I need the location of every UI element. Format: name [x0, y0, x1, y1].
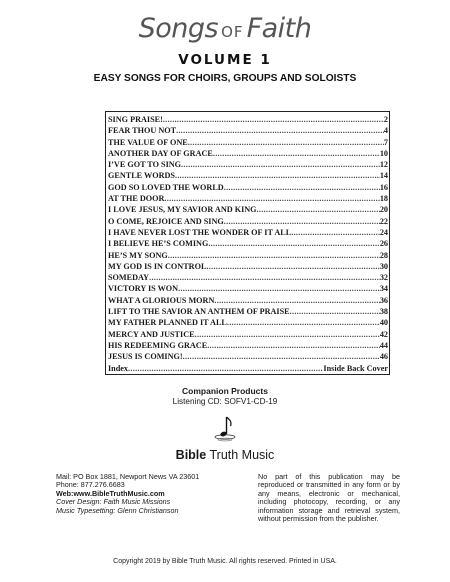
toc-entry: [106, 170, 389, 181]
toc-entry-title: HIS REDEEMING GRACE: [108, 340, 208, 350]
toc-entry: [106, 238, 389, 249]
toc-entry-title: I HAVE NEVER LOST THE WONDER OF IT ALL: [108, 227, 292, 237]
toc-leader-dots: [214, 295, 379, 306]
title-of: OF: [221, 23, 244, 41]
toc-entry: [106, 227, 389, 238]
toc-leader-dots: [208, 238, 379, 249]
toc-entry-title: FEAR THOU NOT: [108, 126, 177, 136]
toc-entry: [106, 317, 389, 328]
toc-entry: [106, 137, 389, 148]
toc-entry-title: I BELIEVE HE’S COMING: [108, 239, 209, 249]
toc-leader-dots: [181, 159, 380, 170]
publisher-brand: [0, 448, 450, 462]
toc-entry-page: 18: [379, 194, 388, 204]
toc-entry-page: 30: [379, 261, 388, 271]
toc-entry: [106, 250, 389, 261]
toc-entry-page: 40: [379, 318, 388, 328]
title-faith: Faith: [246, 13, 312, 44]
toc-leader-dots: [183, 351, 380, 362]
brand-bold: Bible: [175, 448, 207, 462]
toc-entry: [106, 363, 389, 374]
toc-entry-title: MERCY AND JUSTICE: [108, 329, 195, 339]
toc-entry: [106, 283, 389, 294]
toc-entry-page: 46: [379, 352, 388, 362]
toc-leader-dots: [224, 216, 380, 227]
toc-entry-title: LIFT TO THE SAVIOR AN ANTHEM OF PRAISE: [108, 307, 290, 317]
toc-entry-page: 26: [379, 239, 388, 249]
toc-leader-dots: [290, 306, 380, 317]
toc-leader-dots: [178, 283, 380, 294]
toc-entry-title: WHAT A GLORIOUS MORN: [108, 295, 215, 305]
toc-entry: [106, 159, 389, 170]
toc-entry: [106, 272, 389, 283]
toc-leader-dots: [227, 317, 380, 328]
toc-entry-page: 16: [379, 182, 388, 192]
contact-info: [56, 473, 256, 515]
toc-entry-page: 12: [379, 160, 388, 170]
toc-leader-dots: [213, 148, 380, 159]
toc-entry: [106, 114, 389, 125]
contact-mail: Mail: PO Box 1881, Newport News VA 23601: [56, 472, 200, 481]
toc-leader-dots: [207, 340, 380, 351]
toc-entry-page: 14: [379, 171, 388, 181]
toc-entry: [106, 351, 389, 362]
toc-entry-page: Inside Back Cover: [323, 363, 388, 373]
rights-notice: No part of this publication may be reproduced or transmitted in any form or by any means, electronic or mechanical, including photocopy, recording, or any information storage and retrieval system, without permission from the publisher.: [258, 472, 400, 524]
toc-entry-title: I LOVE JESUS, MY SAVIOR AND KING: [108, 205, 257, 215]
toc-leader-dots: [224, 182, 380, 193]
toc-leader-dots: [149, 272, 380, 283]
toc-leader-dots: [188, 137, 384, 148]
toc-entry: [106, 340, 389, 351]
toc-entry-title: SOMEDAY: [108, 273, 150, 283]
toc-entry: [106, 295, 389, 306]
toc-entry-title: SING PRAISE!: [108, 115, 163, 124]
toc-leader-dots: [128, 363, 323, 374]
contact-phone: Phone: 877.276.6683: [56, 480, 125, 490]
toc-leader-dots: [168, 250, 380, 261]
toc-entry: [106, 125, 389, 136]
toc-entry-title: GENTLE WORDS: [108, 171, 175, 181]
toc-entry-page: 10: [379, 148, 388, 158]
toc-leader-dots: [164, 193, 379, 204]
toc-entry-page: 44: [379, 340, 388, 350]
toc-leader-dots: [175, 170, 380, 181]
toc-leader-dots: [257, 204, 380, 215]
toc-entry-title: THE VALUE OF ONE: [108, 137, 188, 147]
toc-entry: [106, 148, 389, 159]
toc-leader-dots: [163, 114, 384, 125]
title-block: [0, 14, 450, 84]
toc-entry-title: I’VE GOT TO SING: [108, 160, 182, 170]
toc-entry-title: JESUS IS COMING!: [108, 352, 183, 362]
toc-entry: [106, 204, 389, 215]
toc-entry: [106, 306, 389, 317]
toc-entry-title: O COME, REJOICE AND SING: [108, 216, 224, 226]
toc-entry: [106, 193, 389, 204]
companion-products: [0, 386, 450, 406]
toc-leader-dots: [195, 329, 380, 340]
volume-label: VOLUME 1: [178, 52, 272, 68]
toc-entry-title: ANOTHER DAY OF GRACE: [108, 148, 213, 158]
toc-entry-page: 34: [379, 284, 388, 294]
toc-entry: [106, 182, 389, 193]
toc-entry: [106, 216, 389, 227]
toc-entry-title: AT THE DOOR: [108, 194, 165, 204]
subtitle: EASY SONGS FOR CHOIRS, GROUPS AND SOLOISTS: [93, 73, 357, 84]
toc-entry-page: 28: [379, 250, 388, 260]
toc-entry-page: 4: [383, 126, 388, 136]
toc-leader-dots: [176, 125, 384, 136]
toc-entry-title: HE’S MY SONG: [108, 250, 168, 260]
companion-heading: Companion Products: [182, 386, 268, 396]
toc-entry-page: 38: [379, 307, 388, 317]
toc-entry-title: MY FATHER PLANNED IT ALL: [108, 318, 227, 328]
toc-entry-title: GOD SO LOVED THE WORLD: [108, 182, 224, 192]
toc-leader-dots: [206, 261, 379, 272]
toc-entry-title: VICTORY IS WON: [108, 284, 179, 294]
brand-rest: Truth Music: [206, 448, 275, 462]
toc-leader-dots: [291, 227, 380, 238]
music-note-logo-icon: [212, 414, 238, 444]
contact-typesetting: Music Typesetting: Glenn Christianson: [56, 505, 179, 515]
toc-entry-page: 36: [379, 295, 388, 305]
toc-entry: [106, 261, 389, 272]
book-title: [0, 14, 450, 47]
toc-entry-page: 2: [383, 115, 388, 124]
toc-entry-page: 32: [379, 273, 388, 283]
title-songs: Songs: [138, 13, 219, 44]
toc-entry: [106, 329, 389, 340]
contact-cover: Cover Design: Faith Music Missions: [56, 497, 171, 507]
toc-entry-page: 20: [379, 205, 388, 215]
companion-cd: Listening CD: SOFV1-CD-19: [172, 397, 278, 406]
toc-entry-title: MY GOD IS IN CONTROL: [108, 261, 207, 271]
copyright-line: Copyright 2019 by Bible Truth Music. All rights reserved. Printed in USA.: [113, 558, 337, 565]
contact-web-prefix: Web:: [56, 488, 74, 498]
table-of-contents: [105, 111, 390, 375]
toc-entry-page: 42: [379, 329, 388, 339]
toc-entry-page: 7: [383, 137, 388, 147]
contact-web-link[interactable]: www.BibleTruthMusic.com: [73, 488, 165, 498]
toc-entry-page: 24: [379, 227, 388, 237]
toc-entry-page: 22: [379, 216, 388, 226]
toc-entry-title: Index: [108, 363, 129, 373]
